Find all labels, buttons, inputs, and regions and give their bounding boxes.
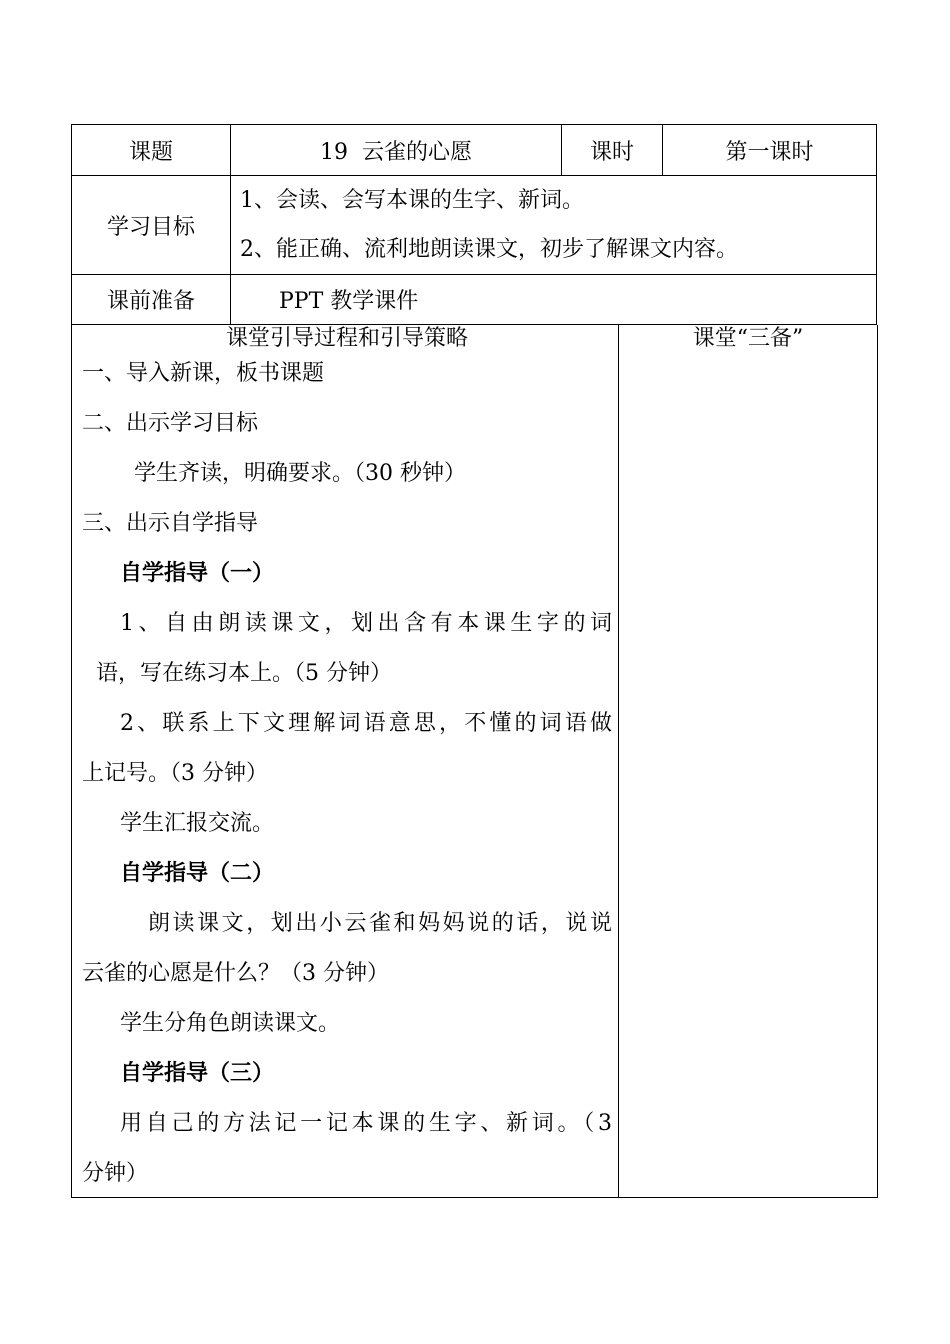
column-divider	[618, 325, 619, 1197]
goals-label: 学习目标	[72, 176, 231, 275]
topic-value: 19 云雀的心愿	[231, 125, 562, 176]
guidance-heading: 课堂引导过程和引导策略	[225, 326, 468, 351]
guidance-column	[82, 325, 612, 1199]
body-line: 朗读课文，划出小云雀和妈妈说的话，说说	[148, 911, 612, 936]
goals-cell	[231, 176, 877, 275]
goal-item: 1、会读、会写本课的生字、新词。	[240, 188, 584, 213]
body-line: 上记号。（3 分钟）	[82, 761, 268, 786]
body-line: 分钟）	[82, 1161, 149, 1186]
body-line: 1、自由朗读课文，划出含有本课生字的词	[120, 611, 612, 636]
section-heading: 自学指导（二）	[120, 861, 275, 886]
period-value: 第一课时	[663, 125, 877, 176]
period-label: 课时	[562, 125, 663, 176]
body-line: 学生分角色朗读课文。	[120, 1011, 341, 1036]
body-line: 学生汇报交流。	[120, 811, 275, 836]
body-line: 语，写在练习本上。（5 分钟）	[96, 661, 392, 686]
lesson-header-table	[71, 124, 877, 325]
goals-row	[72, 176, 877, 275]
prep-label: 课前准备	[72, 275, 231, 325]
section-heading: 自学指导（一）	[120, 561, 275, 586]
section-heading: 自学指导（三）	[120, 1061, 275, 1086]
body-line: 学生齐读，明确要求。（30 秒钟）	[134, 461, 466, 486]
body-line: 2、联系上下文理解词语意思，不懂的词语做	[120, 711, 612, 736]
step-line: 二、出示学习目标	[82, 411, 259, 436]
step-line: 一、导入新课，板书课题	[82, 361, 325, 386]
goal-item: 2、能正确、流利地朗读课文，初步了解课文内容。	[240, 237, 738, 262]
step-line: 三、出示自学指导	[82, 511, 259, 536]
topic-label: 课题	[72, 125, 231, 176]
three-prep-heading: 课堂“三备”	[692, 326, 804, 351]
lesson-body-box	[71, 325, 878, 1198]
body-line: 用自己的方法记一记本课的生字、新词。（3	[120, 1111, 612, 1136]
three-prep-column	[619, 325, 877, 353]
prep-value: PPT 教学课件	[279, 289, 419, 314]
body-line: 云雀的心愿是什么？（3 分钟）	[82, 961, 389, 986]
topic-row	[72, 125, 877, 176]
prep-row	[72, 275, 877, 325]
prep-cell	[231, 275, 877, 325]
